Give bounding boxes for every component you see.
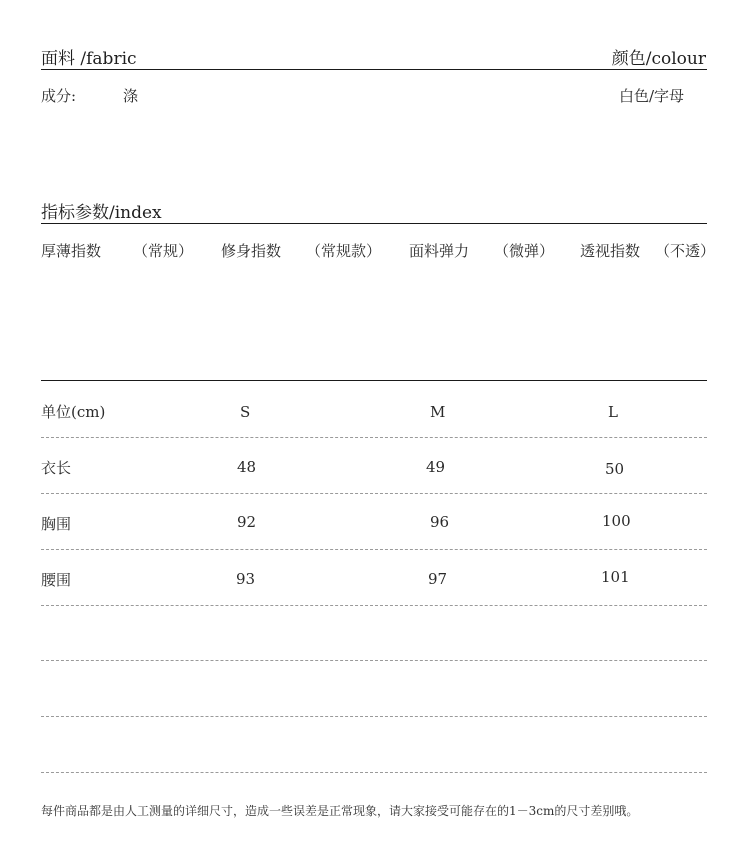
column-header-s: S: [240, 403, 251, 421]
fabric-header: 面料 /fabric: [41, 49, 137, 69]
waist-l: 101: [601, 568, 630, 586]
measurement-footnote: 每件商品都是由人工测量的详细尺寸，造成一些误差是正常现象，请大家接受可能存在的1－3cm的尺寸差别哦。: [41, 804, 639, 818]
length-l: 50: [605, 460, 625, 478]
column-header-m: M: [430, 403, 446, 421]
empty-row-divider: [41, 716, 707, 717]
row-divider: [41, 605, 707, 606]
chest-s: 92: [237, 513, 257, 531]
empty-row-divider: [41, 772, 707, 773]
waist-m: 97: [428, 570, 448, 588]
fit-label: 修身指数: [221, 242, 282, 260]
column-header-l: L: [608, 403, 618, 421]
empty-row-divider: [41, 660, 707, 661]
row-name-waist: 腰围: [41, 571, 72, 589]
row-name-chest: 胸围: [41, 515, 72, 533]
index-header: 指标参数/index: [41, 203, 162, 223]
fit-value: （常规款）: [306, 242, 382, 260]
thickness-label: 厚薄指数: [41, 242, 102, 260]
length-m: 49: [426, 458, 446, 476]
chest-m: 96: [430, 513, 450, 531]
elasticity-label: 面料弹力: [409, 242, 470, 260]
elasticity-value: （微弹）: [494, 242, 555, 260]
row-name-length: 衣长: [41, 459, 72, 477]
chest-l: 100: [602, 512, 631, 530]
sheerness-value: （不透）: [655, 242, 716, 260]
colour-header: 颜色/colour: [611, 49, 706, 69]
unit-label: 单位(cm): [41, 403, 106, 421]
fabric-divider: [41, 69, 707, 70]
length-s: 48: [237, 458, 257, 476]
waist-s: 93: [236, 570, 256, 588]
sheerness-label: 透视指数: [580, 242, 641, 260]
index-divider: [41, 223, 707, 224]
table-top-rule: [41, 380, 707, 381]
composition-value: 涤: [123, 87, 139, 105]
color-value: 白色/字母: [619, 87, 685, 105]
row-divider: [41, 437, 707, 438]
thickness-value: （常规）: [133, 242, 194, 260]
row-divider: [41, 549, 707, 550]
composition-label: 成分:: [41, 87, 77, 105]
row-divider: [41, 493, 707, 494]
